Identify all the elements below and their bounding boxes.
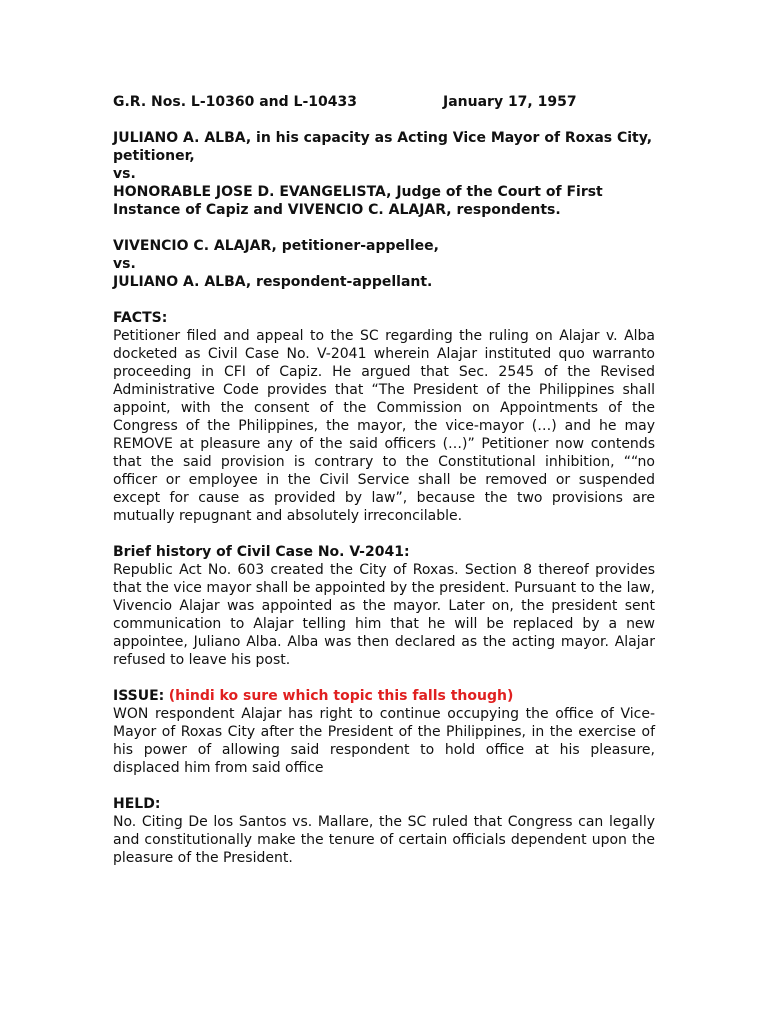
issue-body: WON respondent Alajar has right to continue occupying the office of Vice-Mayor of Roxas City after the President of the Philippines, in the exercise of his power of allowing said respondent to hold office at his pleasure, displaced him from said office (113, 706, 655, 776)
spacer (113, 111, 655, 129)
spacer (113, 291, 655, 309)
issue-section (113, 687, 655, 777)
spacer (113, 525, 655, 543)
issue-heading-line (113, 687, 655, 705)
history-body: Republic Act No. 603 created the City of Roxas. Section 8 thereof provides that the vice mayor shall be appointed by the president. Pursuant to the law, Vivencio Alajar was appointed as the mayor. Later on, the president sent communication to Alajar telling him that he will be replaced by a new appointee, Juliano Alba. Alba was then declared as the acting mayor. Alajar refused to leave his post. (113, 562, 655, 668)
held-heading: HELD: (113, 796, 161, 812)
caption-first (113, 129, 655, 219)
facts-heading: FACTS: (113, 310, 168, 326)
spacer (113, 777, 655, 795)
history-section (113, 543, 655, 669)
spacer (113, 219, 655, 237)
case-header (113, 93, 655, 111)
caption-second-vs: vs. (113, 256, 136, 272)
document-page (113, 93, 655, 867)
decision-date: January 17, 1957 (443, 94, 577, 110)
case-numbers: G.R. Nos. L-10360 and L-10433 (113, 94, 357, 110)
held-section (113, 795, 655, 867)
issue-heading: ISSUE: (113, 688, 165, 704)
caption-second-appellee: VIVENCIO C. ALAJAR, petitioner-appellee, (113, 238, 439, 254)
caption-second-appellant: JULIANO A. ALBA, respondent-appellant. (113, 274, 433, 290)
history-heading: Brief history of Civil Case No. V-2041: (113, 544, 410, 560)
caption-first-petitioner: JULIANO A. ALBA, in his capacity as Acting Vice Mayor of Roxas City, petitioner, (113, 130, 653, 164)
facts-section (113, 309, 655, 525)
spacer (113, 669, 655, 687)
held-body: No. Citing De los Santos vs. Mallare, the SC ruled that Congress can legally and constitutionally make the tenure of certain officials dependent upon the pleasure of the President. (113, 814, 655, 866)
issue-note: (hindi ko sure which topic this falls though) (168, 688, 514, 704)
caption-first-respondents: HONORABLE JOSE D. EVANGELISTA, Judge of the Court of First Instance of Capiz and VIVENCIO C. ALAJAR, respondents. (113, 184, 603, 218)
caption-first-vs: vs. (113, 166, 136, 182)
facts-body: Petitioner filed and appeal to the SC regarding the ruling on Alajar v. Alba docketed as Civil Case No. V-2041 wherein Alajar instituted quo warranto proceeding in CFI of Capiz. He argued that Sec. 2545 of the Revised Administrative Code provides that “The President of the Philippines shall appoint, with the consent of the Commission on Appointments of the Congress of the Philippines, the mayor, the vice-mayor (…) and he may REMOVE at pleasure any of the said officers (…)” Petitioner now contends that the said provision is contrary to the Constitutional inhibition, ““no officer or employee in the Civil Service shall be removed or suspended except for cause as provided by law”, because the two provisions are mutually repugnant and absolutely irreconcilable. (113, 328, 655, 524)
caption-second (113, 237, 655, 291)
